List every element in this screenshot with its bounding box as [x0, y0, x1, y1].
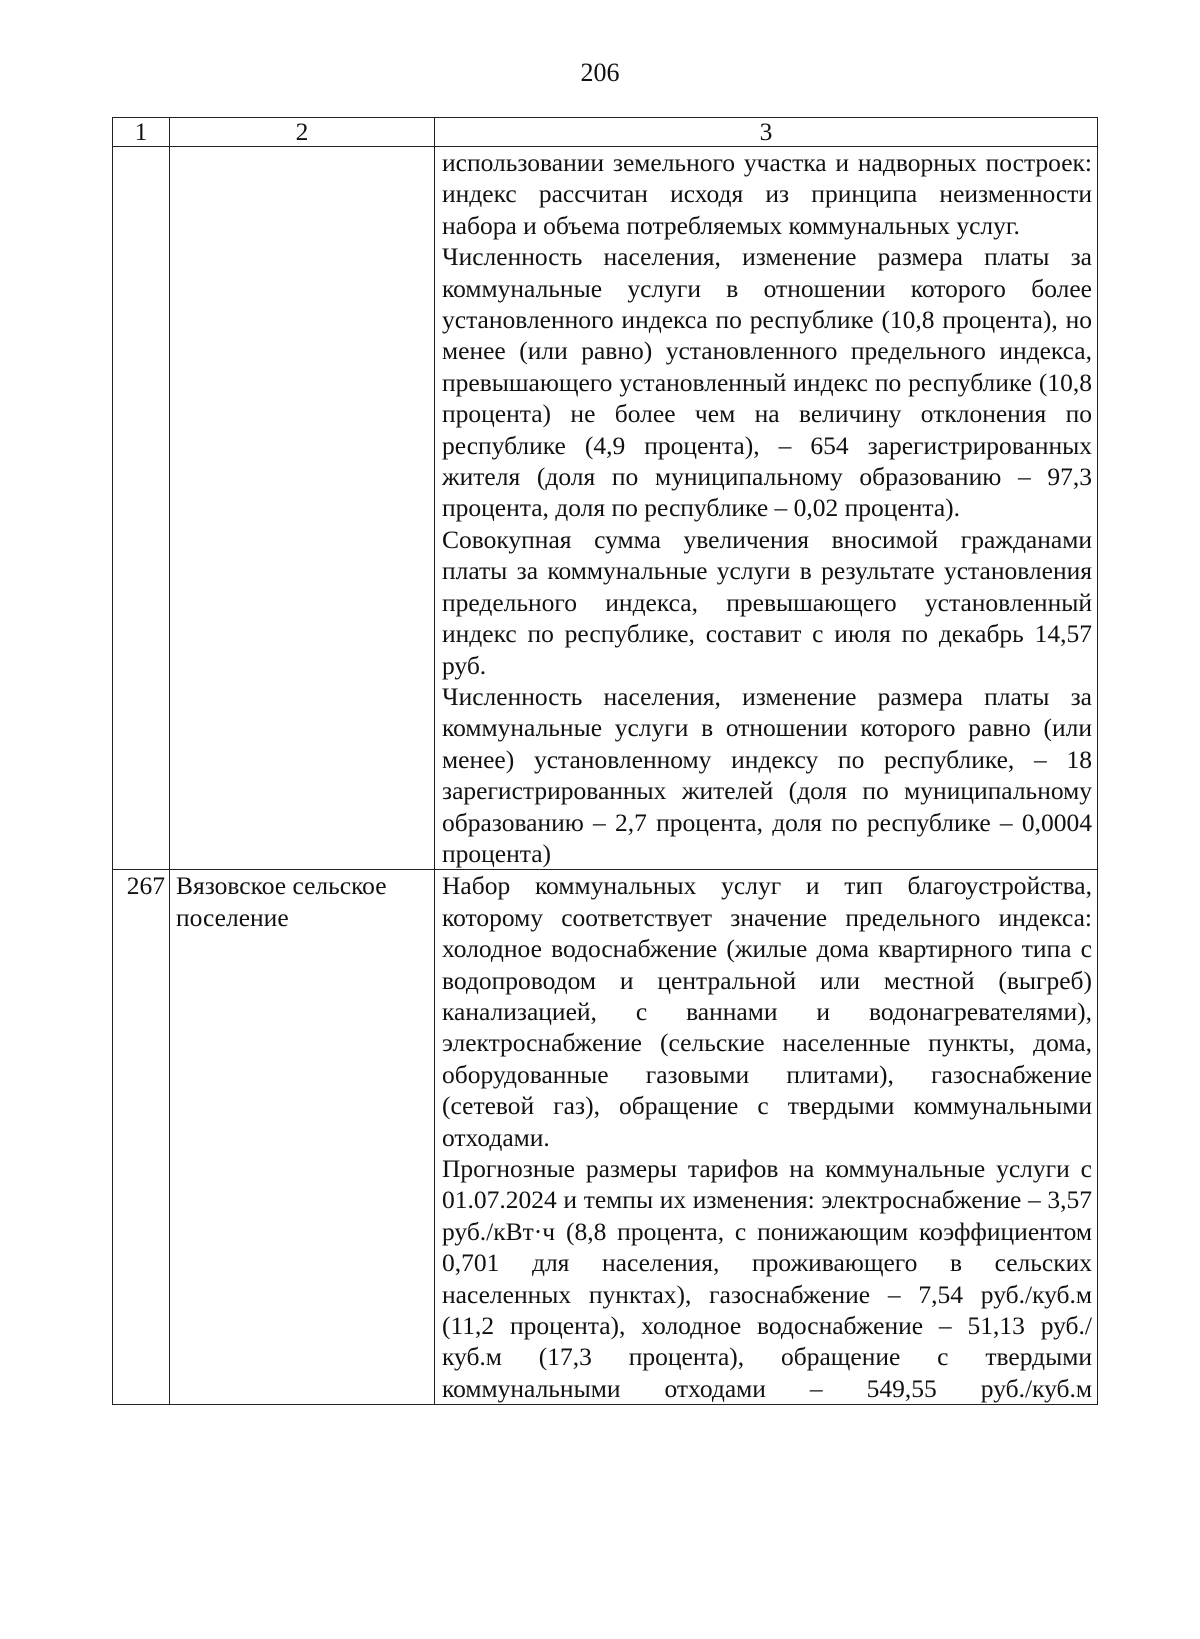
description-paragraph: Численность населения, изменение размера платы за коммунальные услуги в отношении которого более установленного индекса по республике (10,8 процента), но менее (или равно) установленного предельного индекса, превышающего установленный индекс по республике (10,8 процента) не более чем на величину отклонения по республике (4,9 процента), – 654 зарегистрированных жителя (доля по муниципальному образованию – 97,3 процента, доля по республике – 0,02 процента). — [442, 242, 1092, 523]
municipality-name — [170, 147, 435, 870]
column-header-1: 1 — [113, 118, 170, 147]
document-table — [112, 117, 1098, 1405]
table-row — [113, 870, 1098, 1405]
column-header-3: 3 — [435, 118, 1098, 147]
municipality-name: Вязовское сельское поселение — [170, 870, 435, 1405]
row-description — [435, 870, 1098, 1405]
description-paragraph: Совокупная сумма увеличения вносимой гражданами платы за коммунальные услуги в результате установления предельного индекса, превышающего установленный индекс по республике, составит с июля по декабрь 14,57 руб. — [442, 524, 1092, 680]
description-paragraph: Численность населения, изменение размера платы за коммунальные услуги в отношении которого равно (или менее) установленному индексу по республике, – 18 зарегистрированных жителей (доля по муниципальному образованию – 2,7 процента, доля по республике – 0,0004 процента) — [442, 681, 1092, 868]
description-paragraph: Набор коммунальных услуг и тип благоустройства, которому соответствует значение предельного индекса: холодное водоснабжение (жилые дома квартирного типа с водопроводом и центральной или местной (выгреб) канализацией, с ваннами и водонагревателями), электроснабжение (сельские населенные пункты, дома, оборудованные газовыми плитами), газоснабжение (сетевой газ), обращение с твердыми коммунальными отходами. — [442, 871, 1092, 1152]
description-paragraph: использовании земельного участка и надворных построек: индекс рассчитан исходя из принципа неизменности набора и объема потребляемых коммунальных услуг. — [442, 148, 1092, 240]
row-description — [435, 147, 1098, 870]
description-paragraph: Прогнозные размеры тарифов на коммунальные услуги с 01.07.2024 и темпы их изменения: электроснабжение – 3,57 руб./кВт·ч (8,8 процента, с понижающим коэффициентом 0,701 для населения, проживающего в сельских населенных пунктах), газоснабжение – 7,54 руб./куб.м (11,2 процента), холодное водоснабжение – 51,13 руб./куб.м (17,3 процента), обращение с твердыми коммунальными отходами – 549,55 руб./куб.м — [442, 1154, 1092, 1403]
column-header-2: 2 — [170, 118, 435, 147]
row-number: 267 — [113, 870, 170, 1405]
table-row — [113, 147, 1098, 870]
table-header-row — [113, 118, 1098, 147]
page-number: 206 — [580, 58, 620, 87]
row-number — [113, 147, 170, 870]
